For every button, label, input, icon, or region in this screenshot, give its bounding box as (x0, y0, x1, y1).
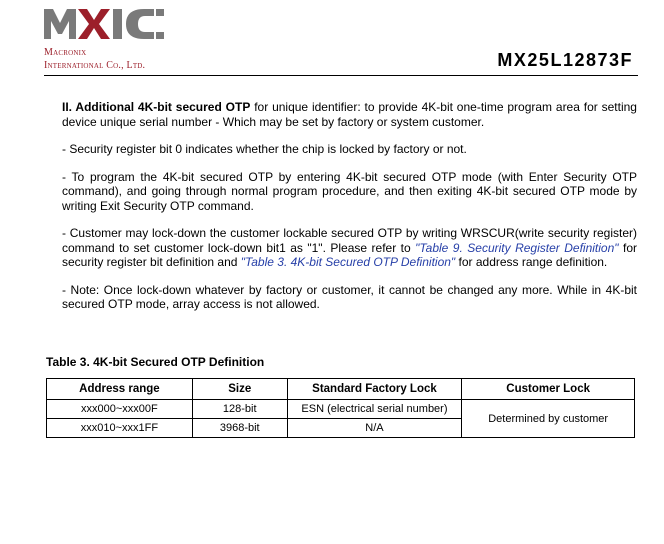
link-table-3[interactable]: "Table 3. 4K-bit Secured OTP Definition" (240, 255, 456, 269)
header-divider (44, 75, 638, 76)
mxic-logo (44, 6, 168, 40)
cell-factory-lock: N/A (287, 419, 462, 438)
header-standard-factory-lock: Standard Factory Lock (287, 379, 462, 400)
bullet-security-bit: - Security register bit 0 indicates whether the chip is locked by factory or not. (62, 142, 467, 156)
cell-factory-lock: ESN (electrical serial number) (287, 400, 462, 419)
company-line-1: Macronix (44, 47, 87, 58)
otp-definition-table (46, 378, 635, 438)
bullet-note: - Note: Once lock-down whatever by factory or customer, it cannot be changed any more. While in 4K-bit secured OTP mode, array access is not allowed. (62, 282, 637, 311)
bullet-customer-lock (62, 226, 637, 270)
bullet3-text-c: for address range definition. (455, 255, 608, 269)
section-body (62, 100, 637, 325)
bullet3-text-a: - Customer may lock-down the customer lockable secured OTP by writing WRSCUR(write security register) command to set customer lock-down bit1 as "1". Please refer to (62, 226, 637, 255)
company-line-2: International Co., Ltd. (44, 60, 146, 71)
link-table-9[interactable]: "Table 9. Security Register Definition" (415, 240, 619, 255)
part-number: MX25L12873F (497, 50, 633, 70)
cell-address: xxx000~xxx00F (47, 400, 193, 419)
table-header-row (47, 379, 635, 400)
header-customer-lock: Customer Lock (462, 379, 635, 400)
company-name (44, 46, 145, 72)
bullet3-text-b: for security register bit definition and (62, 240, 638, 269)
mxic-logo-graphic (44, 6, 168, 40)
header-size: Size (192, 379, 287, 400)
section-heading: II. Additional 4K-bit secured OTP (62, 100, 251, 114)
bullet-program-otp: - To program the 4K-bit secured OTP by entering 4K-bit secured OTP mode (with Enter Security OTP command), and going through normal program procedure, and then exiting 4K-bit secured OTP mode by writing Exit Security OTP command. (62, 169, 637, 213)
cell-address: xxx010~xxx1FF (47, 419, 193, 438)
intro-text: for unique identifier: to provide 4K-bit one-time program area for setting device unique serial number - Which may be set by factory or system customer. (62, 100, 637, 129)
header-address-range: Address range (47, 379, 193, 400)
table-row (47, 400, 635, 419)
table-title: Table 3. 4K-bit Secured OTP Definition (46, 355, 265, 369)
intro-paragraph (62, 100, 637, 129)
cell-size: 3968-bit (192, 419, 287, 438)
cell-size: 128-bit (192, 400, 287, 419)
cell-customer-lock: Determined by customer (462, 400, 635, 438)
